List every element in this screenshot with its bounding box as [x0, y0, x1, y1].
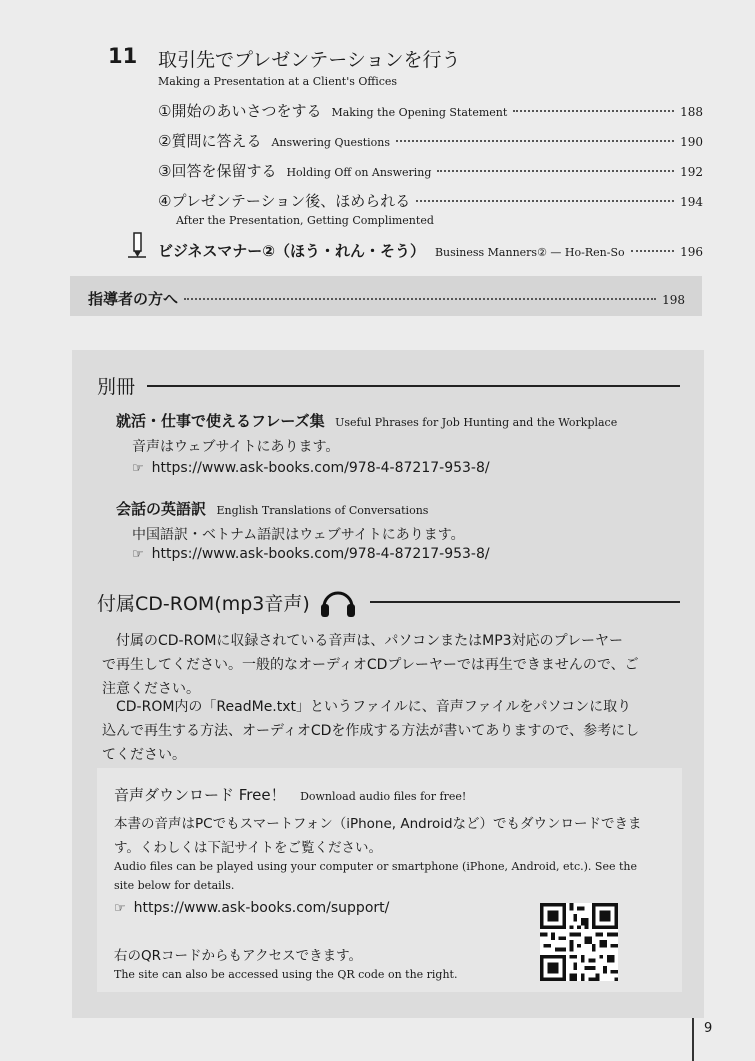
download-jp-line1: 本書の音声はPCでもスマートフォン（iPhone, Androidなど）でもダウンロードできま — [114, 816, 642, 832]
toc-leader — [437, 170, 674, 172]
conv-heading — [116, 498, 428, 519]
download-title-en: Download audio files for free! — [300, 790, 467, 803]
cdrom-p2-line3: てください。 — [102, 747, 186, 763]
toc-item-en: Answering Questions — [271, 136, 390, 149]
support-link[interactable] — [114, 900, 389, 916]
pointing-hand-icon: ☞ — [132, 546, 144, 562]
toc-item-jp: ①開始のあいさつをする — [158, 102, 322, 120]
download-en-line2: site below for details. — [114, 879, 235, 892]
phrases-url: https://www.ask-books.com/978-4-87217-953-8/ — [151, 460, 490, 476]
toc-leader — [396, 140, 674, 142]
chapter-title: 取引先でプレゼンテーションを行う — [158, 49, 461, 71]
toc-item-en: Making the Opening Statement — [331, 106, 508, 119]
toc-page: 188 — [680, 105, 703, 119]
download-heading — [114, 784, 466, 805]
cdrom-p2-line1: CD-ROM内の「ReadMe.txt」というファイルに、音声ファイルをパソコンに取り — [116, 699, 632, 715]
toc-leader — [631, 250, 674, 252]
phrases-link[interactable] — [132, 460, 490, 476]
download-en-line1: Audio files can be played using your computer or smartphone (iPhone, Android, etc.). See the — [114, 860, 637, 873]
conv-note: 中国語訳・ベトナム語訳はウェブサイトにあります。 — [132, 527, 465, 543]
phrases-title: 就活・仕事で使えるフレーズ集 — [116, 412, 325, 430]
chapter-subtitle: Making a Presentation at a Client's Offices — [158, 75, 398, 88]
phrases-note: 音声はウェブサイトにあります。 — [132, 439, 340, 455]
cdrom-title: 付属CD-ROM(mp3音声) — [97, 592, 310, 615]
manners-en: Business Manners② — Ho-Ren-So — [434, 246, 625, 259]
bessatsu-title: 別冊 — [97, 376, 136, 398]
divider — [370, 601, 680, 603]
page-number-bar — [692, 1018, 694, 1061]
toc-item-en: Holding Off on Answering — [286, 166, 432, 179]
cdrom-p2-line2: 込んで再生する方法、オーディオCDを作成する方法が書いてありますので、参考にし — [102, 723, 640, 739]
toc-item-jp: ④プレゼンテーション後、ほめられる — [158, 192, 411, 210]
phrases-heading — [116, 410, 617, 431]
support-url: https://www.ask-books.com/support/ — [133, 900, 390, 916]
toc-item[interactable] — [158, 100, 703, 120]
toc-leader — [184, 298, 656, 300]
qr-code[interactable] — [540, 903, 618, 981]
toc-page: 198 — [662, 293, 685, 307]
pointing-hand-icon: ☞ — [132, 460, 144, 476]
conv-url: https://www.ask-books.com/978-4-87217-953-8/ — [151, 546, 490, 562]
bessatsu-header — [97, 372, 680, 399]
cdrom-p1-line3: 注意ください。 — [102, 681, 200, 697]
toc-leader — [416, 200, 674, 202]
manners-title: ビジネスマナー②（ほう・れん・そう） — [158, 242, 425, 260]
toc-item-jp: ③回答を保留する — [158, 162, 277, 180]
pencil-icon — [126, 232, 148, 258]
headphones-icon — [318, 585, 358, 619]
toc-page: 190 — [680, 135, 703, 149]
qr-note-en: The site can also be accessed using the QR code on the right. — [114, 968, 458, 981]
guide-title: 指導者の方へ — [88, 290, 179, 308]
toc-page: 194 — [680, 195, 703, 209]
toc-item[interactable] — [158, 190, 703, 210]
cdrom-p1-line1: 付属のCD-ROMに収録されている音声は、パソコンまたはMP3対応のプレーヤー — [116, 633, 624, 649]
conv-en: English Translations of Conversations — [216, 504, 429, 517]
cdrom-header — [97, 585, 680, 619]
conv-title: 会話の英語訳 — [116, 500, 207, 518]
toc-item-jp: ②質問に答える — [158, 132, 262, 150]
toc-item-manners[interactable] — [158, 240, 703, 260]
toc-item-subtitle: After the Presentation, Getting Complimented — [176, 214, 434, 227]
qr-note-jp: 右のQRコードからもアクセスできます。 — [114, 948, 363, 964]
cdrom-p1-line2: で再生してください。一般的なオーディオCDプレーヤーでは再生できませんので、ご — [102, 657, 639, 673]
toc-item-guide[interactable] — [88, 288, 685, 309]
toc-leader — [513, 110, 674, 112]
toc-item[interactable] — [158, 160, 703, 180]
toc-page: 196 — [680, 245, 703, 259]
divider — [147, 385, 680, 387]
pointing-hand-icon: ☞ — [114, 900, 126, 916]
conv-link[interactable] — [132, 546, 490, 562]
page-number: 9 — [704, 1021, 713, 1036]
toc-item[interactable] — [158, 130, 703, 150]
toc-page: 192 — [680, 165, 703, 179]
chapter-number: 11 — [108, 44, 138, 68]
download-jp-line2: す。くわしくは下記サイトをご覧ください。 — [114, 840, 382, 856]
phrases-en: Useful Phrases for Job Hunting and the Workplace — [335, 416, 618, 429]
download-title: 音声ダウンロード Free！ — [114, 786, 286, 804]
